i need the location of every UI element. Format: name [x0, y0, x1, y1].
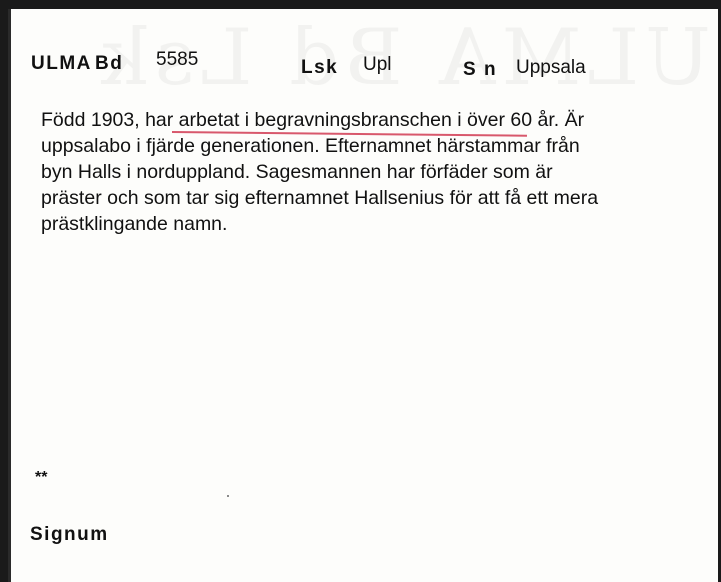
ink-speck [227, 495, 229, 497]
archive-card [8, 9, 718, 582]
ulma-label: ULMA [31, 53, 92, 74]
bd-number: 5585 [156, 49, 199, 70]
body-line: byn Halls i norduppland. Sagesmannen har förfäder som är [41, 161, 553, 183]
body-line: uppsalabo i fjärde generationen. Efternamnet härstammar från [41, 135, 580, 157]
bd-label: Bd [95, 53, 124, 74]
sn-value: Uppsala [516, 57, 586, 78]
body-line: präster och som tar sig efternamnet Hallsenius för att få ett mera [41, 187, 599, 209]
sn-label: S n [463, 59, 498, 80]
lsk-value: Upl [363, 54, 392, 75]
signum-label: Signum [30, 524, 109, 545]
lsk-label: Lsk [301, 57, 339, 78]
body-line: Född 1903, har arbetat i begravningsbranschen i över 60 år. Är [41, 109, 585, 131]
stars-mark: ** [35, 469, 48, 486]
body-line: prästklingande namn. [41, 213, 228, 235]
card-body-text [41, 107, 701, 237]
